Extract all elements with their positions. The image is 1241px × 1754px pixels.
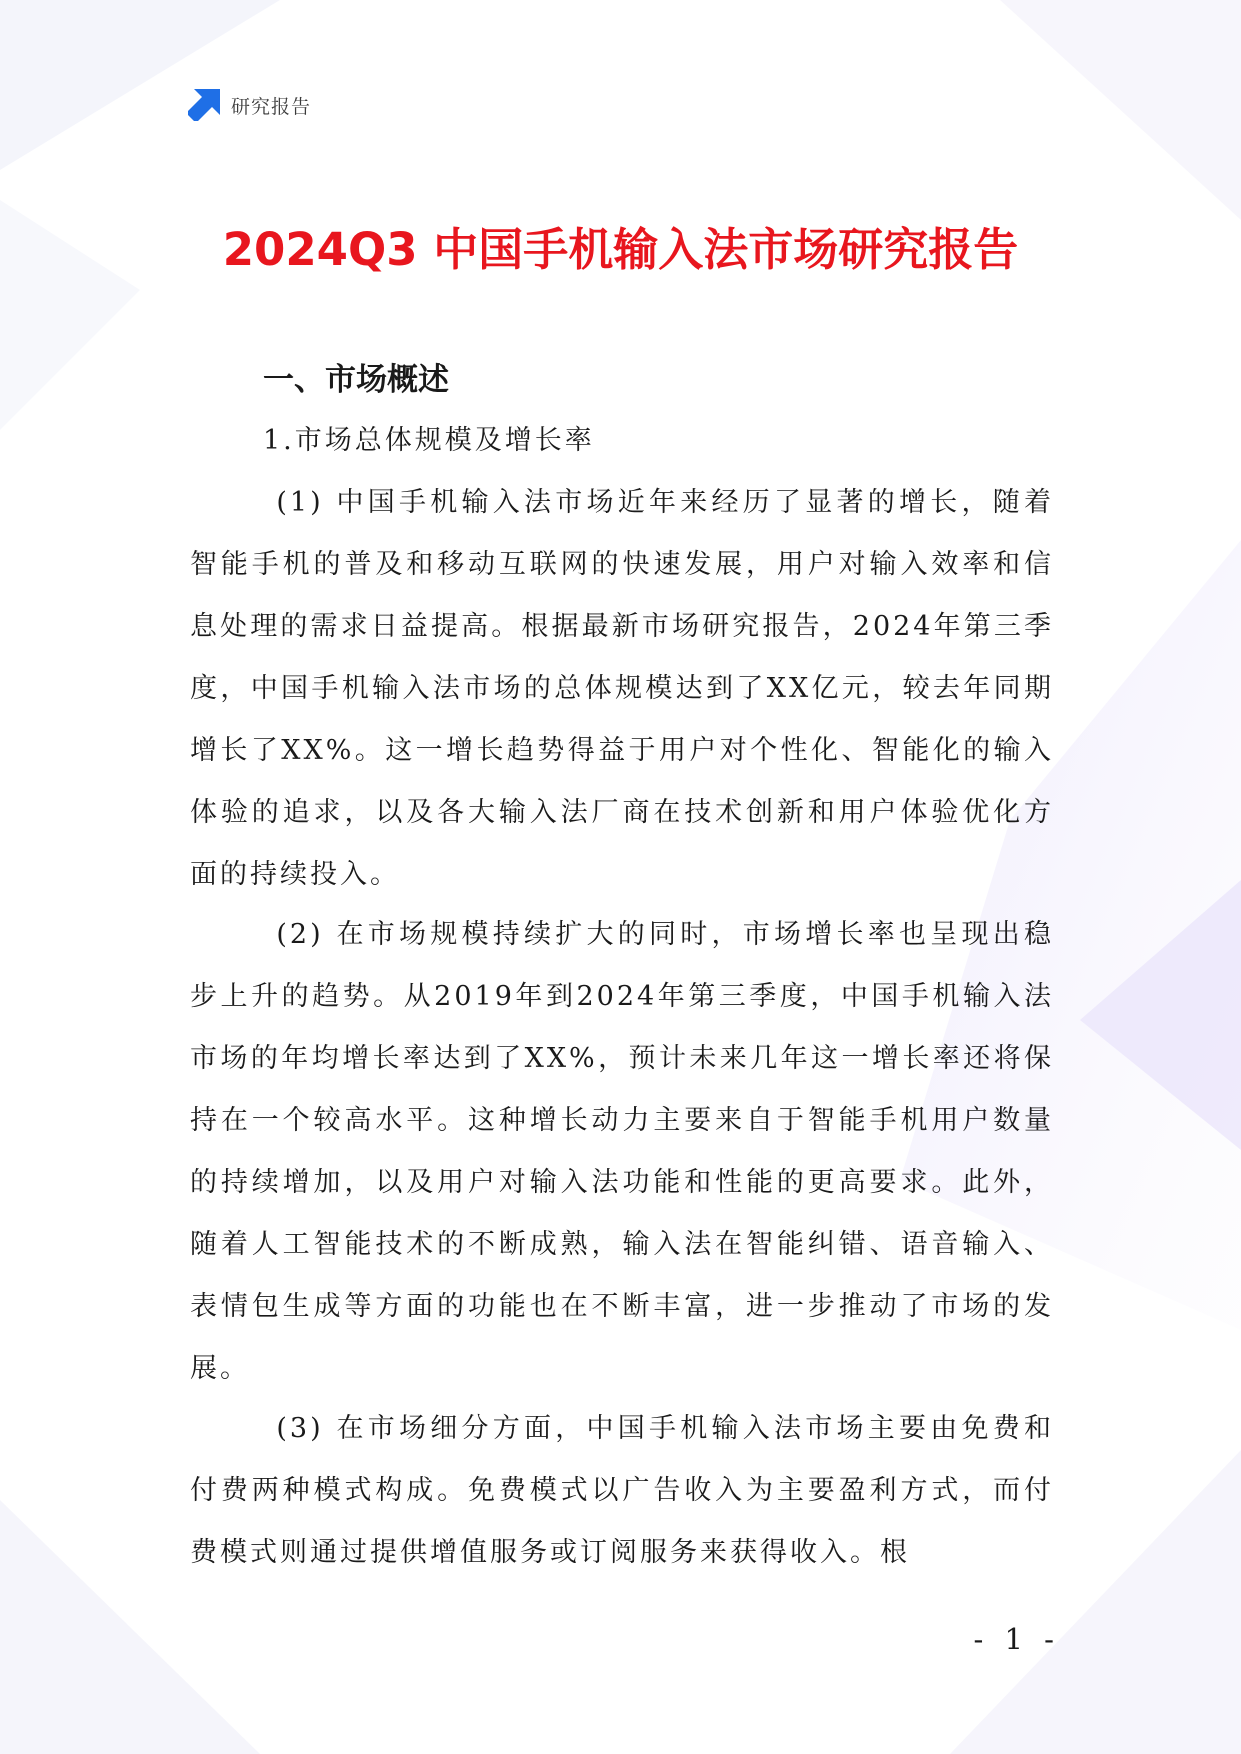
- header-label: 研究报告: [231, 95, 312, 118]
- arrow-up-right-icon: [188, 89, 220, 121]
- header: [188, 88, 311, 122]
- document-title: 2024Q3 中国手机输入法市场研究报告: [222, 223, 1019, 276]
- paragraph: (2) 在市场规模持续扩大的同时，市场增长率也呈现出稳步上升的趋势。从2019年到2024年第三季度，中国手机输入法市场的年均增长率达到了XX%，预计未来几年这一增长率还将保持在一个较高水平。这种增长动力主要来自于智能手机用户数量的持续增加，以及用户对输入法功能和性能的更高要求。此外，随着人工智能技术的不断成熟，输入法在智能纠错、语音输入、表情包生成等方面的功能也在不断丰富，进一步推动了市场的发展。: [190, 919, 1054, 1384]
- section-heading: 一、市场概述: [263, 362, 449, 398]
- background-shape: [1000, 0, 1241, 220]
- paragraph: (3) 在市场细分方面，中国手机输入法市场主要由免费和付费两种模式构成。免费模式以广告收入为主要盈利方式，而付费模式则通过提供增值服务或订阅服务来获得收入。根: [190, 1413, 1054, 1568]
- background-shape: [0, 0, 280, 170]
- section-subheading: 1.市场总体规模及增长率: [263, 425, 595, 456]
- page-number: - 1 -: [973, 1622, 1060, 1656]
- paragraph: (1) 中国手机输入法市场近年来经历了显著的增长，随着智能手机的普及和移动互联网的快速发展，用户对输入效率和信息处理的需求日益提高。根据最新市场研究报告，2024年第三季度，中国手机输入法市场的总体规模达到了XX亿元，较去年同期增长了XX%。这一增长趋势得益于用户对个性化、智能化的输入体验的追求，以及各大输入法厂商在技术创新和用户体验优化方面的持续投入。: [190, 487, 1054, 890]
